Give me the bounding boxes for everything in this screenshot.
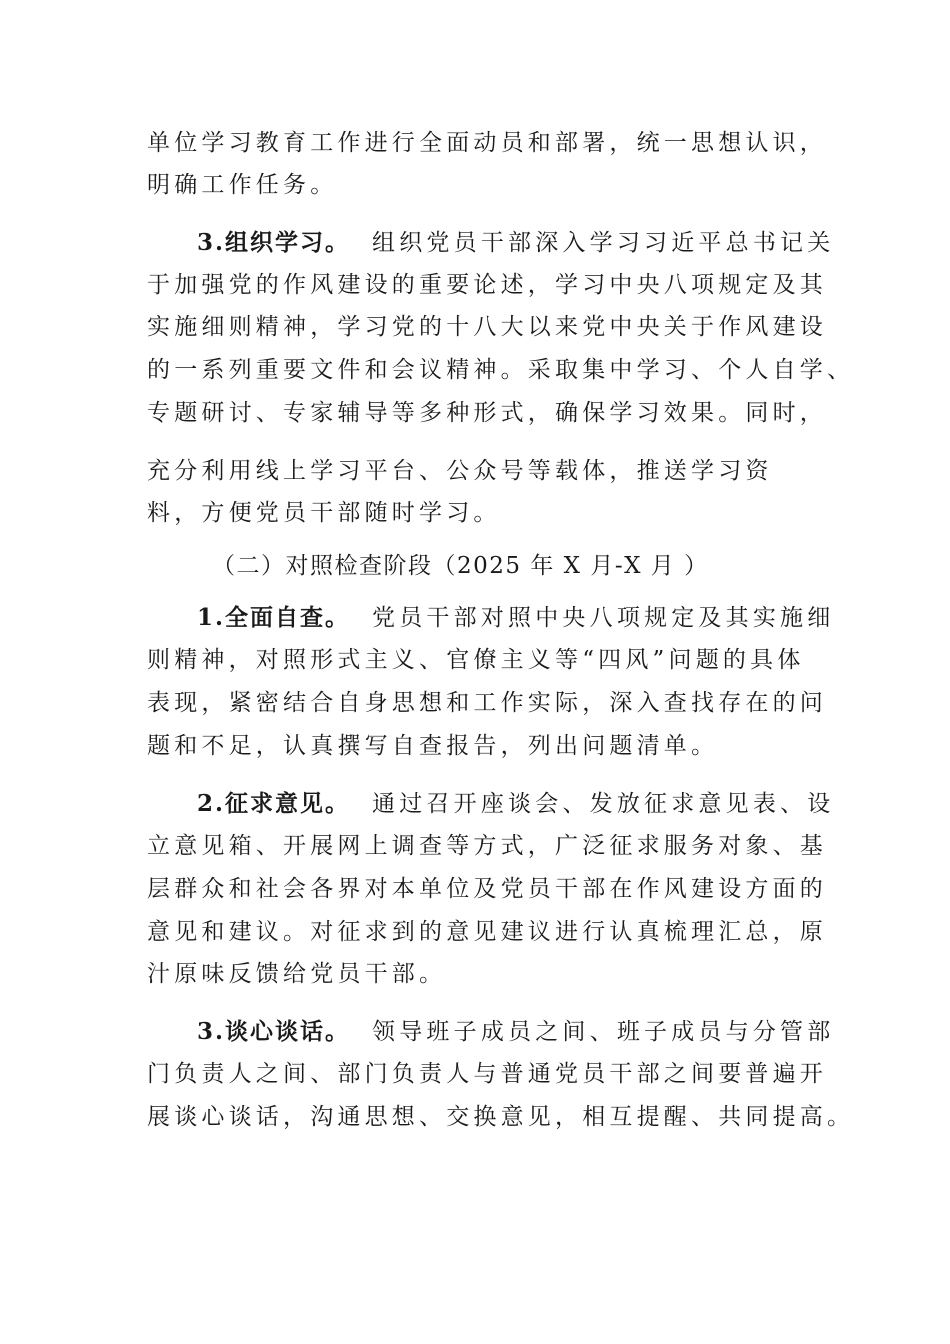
item-title: 3.谈心谈话。 (197, 1018, 351, 1045)
section-heading: （二）对照检查阶段（2025 年 X 月-X 月 ） (212, 553, 709, 579)
text-line: 展谈心谈话，沟通思想、交换意见，相互提醒、共同提高。 (147, 1104, 855, 1130)
text-line: 表现，紧密结合自身思想和工作实际，深入查找存在的问 (147, 690, 827, 716)
text-line: 实施细则精神，学习党的十八大以来党中央关于作风建设 (147, 314, 827, 340)
text-line: 专题研讨、专家辅导等多种形式，确保学习效果。同时， (147, 400, 827, 426)
section-item-heart-to-heart-talk (197, 1017, 834, 1047)
text-line: 料，方便党员干部随时学习。 (147, 500, 501, 526)
section-item-solicit-opinions (197, 789, 834, 819)
item-title: 1.全面自查。 (197, 604, 351, 631)
text-line: 充分利用线上学习平台、公众号等载体，推送学习资 (147, 458, 773, 484)
text-line: 层群众和社会各界对本单位及党员干部在作风建设方面的 (147, 876, 827, 902)
section-item-organize-study (197, 228, 834, 258)
text-line: 立意见箱、开展网上调查等方式，广泛征求服务对象、基 (147, 833, 827, 859)
item-title: 2.征求意见。 (197, 790, 351, 817)
text-line: 单位学习教育工作进行全面动员和部署，统一思想认识， (147, 130, 827, 156)
text-line: 组织党员干部深入学习习近平总书记关 (372, 230, 835, 256)
text-line: 党员干部对照中央八项规定及其实施细 (372, 605, 835, 631)
section-item-self-check (197, 603, 834, 633)
text-line: 意见和建议。对征求到的意见建议进行认真梳理汇总，原 (147, 919, 827, 945)
text-line: 通过召开座谈会、发放征求意见表、设 (372, 791, 835, 817)
text-line: 的一系列重要文件和会议精神。采取集中学习、个人自学、 (147, 357, 855, 383)
text-line: 领导班子成员之间、班子成员与分管部 (372, 1019, 835, 1045)
text-line: 于加强党的作风建设的重要论述，学习中央八项规定及其 (147, 272, 827, 298)
text-line: 门负责人之间、部门负责人与普通党员干部之间要普遍开 (147, 1061, 827, 1087)
item-title: 3.组织学习。 (197, 229, 351, 256)
text-line: 汁原味反馈给党员干部。 (147, 961, 447, 987)
text-line: 题和不足，认真撰写自查报告，列出问题清单。 (147, 733, 719, 759)
text-line: 明确工作任务。 (147, 172, 338, 198)
text-line: 则精神，对照形式主义、官僚主义等“四风”问题的具体 (147, 647, 805, 673)
